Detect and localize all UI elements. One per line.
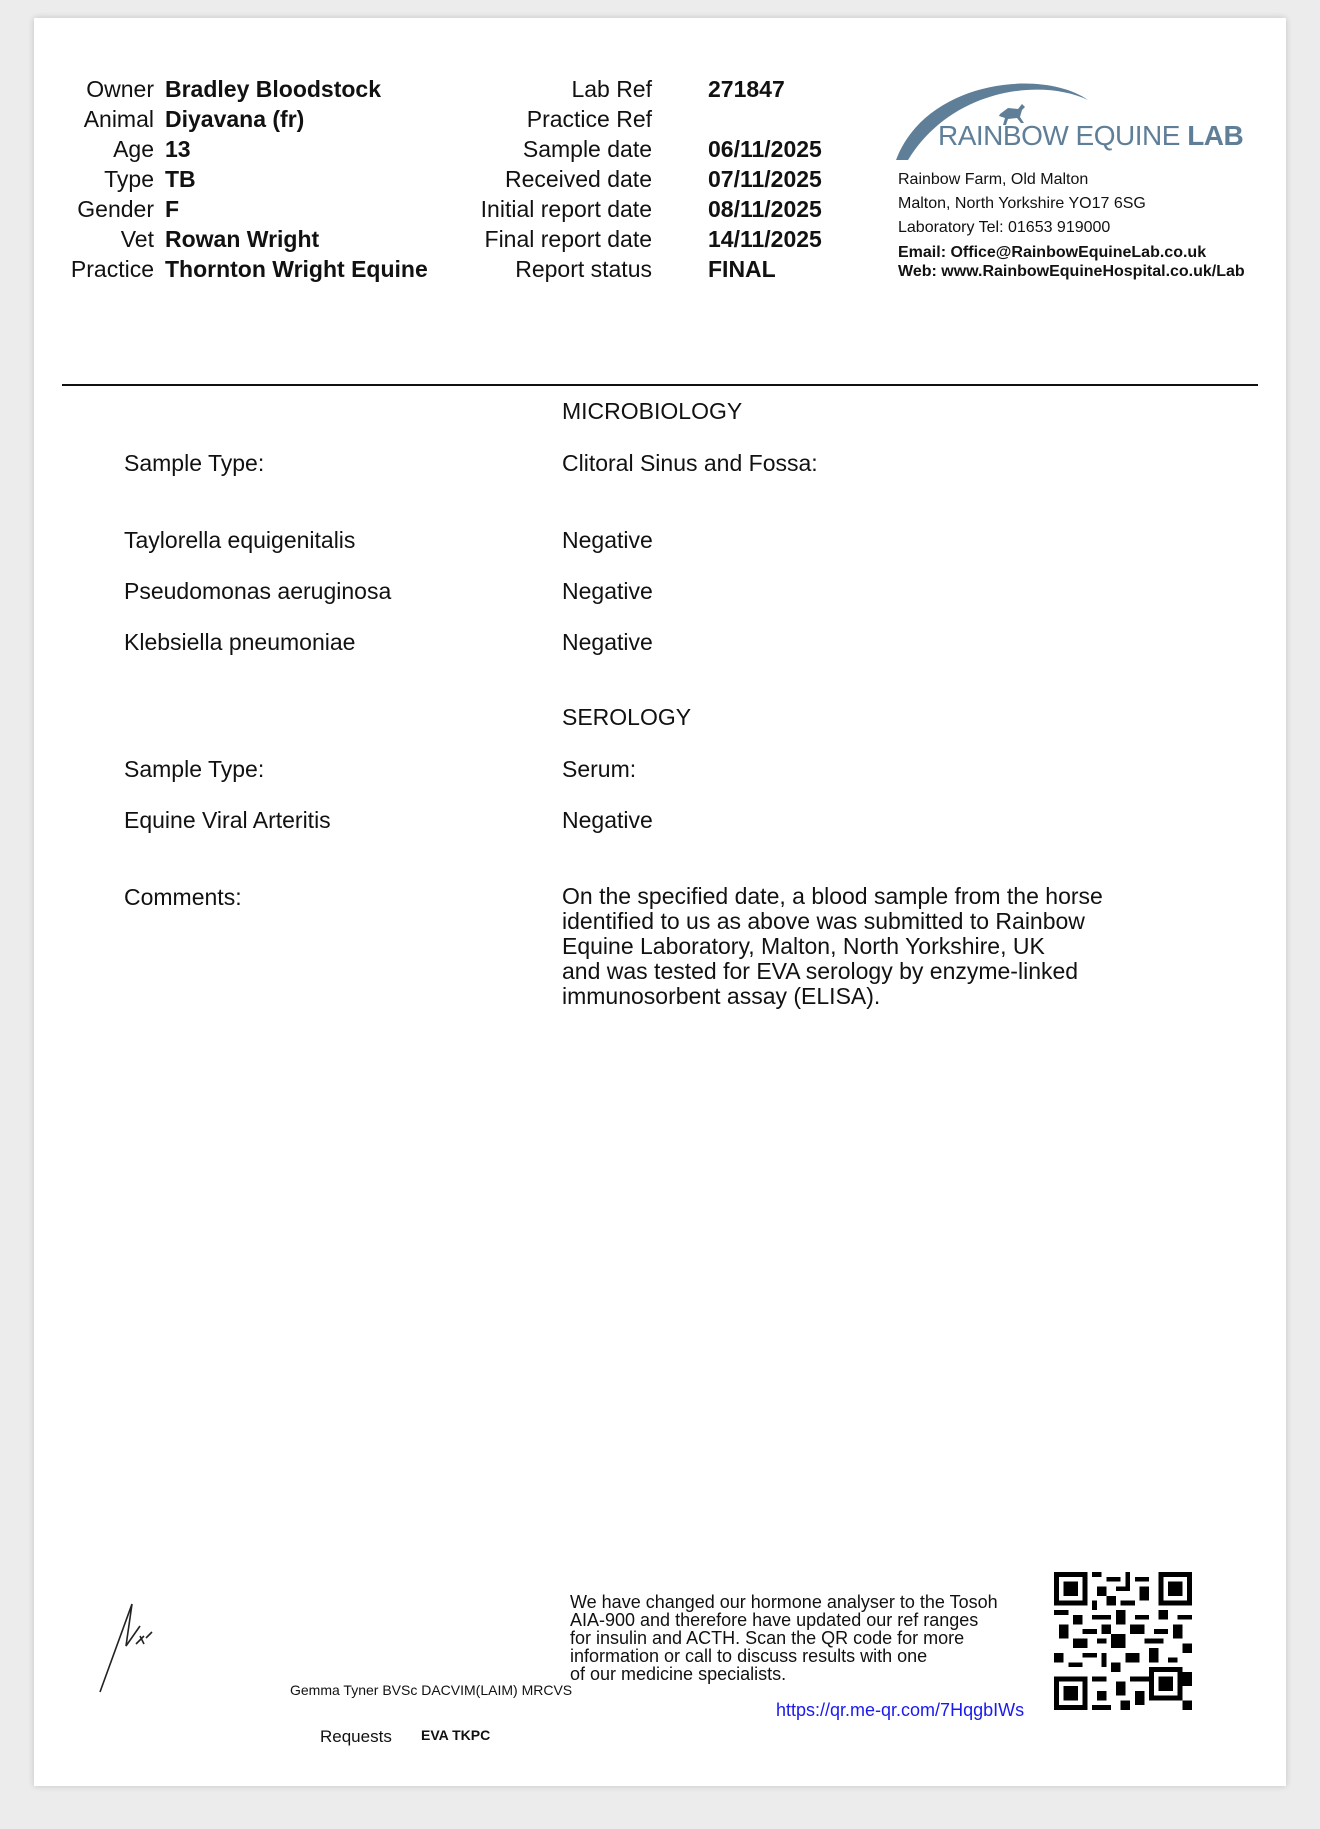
practice-ref-label: Practice Ref	[526, 106, 652, 132]
sero-sample-type-label: Sample Type:	[124, 756, 265, 782]
initial-report-date-label: Initial report date	[480, 196, 652, 222]
comments-text	[562, 884, 1122, 1009]
lab-ref-value: 271847	[708, 76, 785, 102]
comment-line: Equine Laboratory, Malton, North Yorkshire, UK	[562, 933, 1045, 959]
qr-link[interactable]: https://qr.me-qr.com/7HqgbIWs	[776, 1700, 1025, 1720]
test-name: Equine Viral Arteritis	[124, 807, 331, 833]
address-line2: Malton, North Yorkshire YO17 6SG	[898, 195, 1146, 212]
address-email[interactable]: Email: Office@RainbowEquineLab.co.uk	[898, 244, 1207, 261]
report-page	[34, 18, 1286, 1786]
lab-ref-label: Lab Ref	[571, 76, 652, 102]
notice-line: We have changed our hormone analyser to the Tosoh	[570, 1592, 998, 1612]
test-result: Negative	[562, 629, 653, 655]
gender-label: Gender	[77, 196, 154, 222]
report-status-label: Report status	[515, 256, 652, 282]
serology-title: SEROLOGY	[562, 704, 692, 730]
test-result: Negative	[562, 578, 653, 604]
type-value: TB	[165, 166, 196, 192]
gender-value: F	[165, 196, 180, 222]
notice-line: AIA-900 and therefore have updated our ref ranges	[570, 1610, 979, 1630]
analyser-notice	[570, 1593, 1040, 1683]
animal-label: Animal	[83, 106, 154, 132]
address-tel: Laboratory Tel: 01653 919000	[898, 219, 1111, 236]
final-report-date-label: Final report date	[484, 226, 652, 252]
practice-value: Thornton Wright Equine	[165, 256, 428, 282]
sero-sample-type-value: Serum:	[562, 756, 637, 782]
qr-code-icon[interactable]	[1054, 1572, 1192, 1710]
address-line1: Rainbow Farm, Old Malton	[898, 171, 1089, 188]
report-status-value: FINAL	[708, 256, 776, 282]
test-name: Pseudomonas aeruginosa	[124, 578, 392, 604]
test-name: Klebsiella pneumoniae	[124, 629, 356, 655]
micro-sample-type-label: Sample Type:	[124, 450, 265, 476]
test-result: Negative	[562, 807, 653, 833]
sample-date-label: Sample date	[522, 136, 652, 162]
test-name: Taylorella equigenitalis	[124, 527, 356, 553]
test-result: Negative	[562, 527, 653, 553]
owner-label: Owner	[86, 76, 154, 102]
logo-text-main: RAINBOW EQUINE	[938, 120, 1188, 151]
owner-value: Bradley Bloodstock	[165, 76, 381, 102]
age-value: 13	[165, 136, 191, 162]
comment-line: identified to us as above was submitted to Rainbow	[562, 908, 1085, 934]
signature-icon	[96, 1596, 166, 1696]
final-report-date-value: 14/11/2025	[708, 226, 822, 252]
animal-value: Diyavana (fr)	[165, 106, 305, 132]
comment-line: immunosorbent assay (ELISA).	[562, 983, 881, 1009]
address-web[interactable]: Web: www.RainbowEquineHospital.co.uk/Lab	[898, 263, 1245, 280]
notice-line: information or call to discuss results with one	[570, 1646, 928, 1666]
header-divider	[62, 384, 1258, 386]
comment-line: and was tested for EVA serology by enzyme-linked	[562, 958, 1079, 984]
requests-value: EVA TKPC	[421, 1727, 491, 1743]
age-label: Age	[113, 136, 154, 162]
microbiology-title: MICROBIOLOGY	[562, 398, 743, 424]
received-date-value: 07/11/2025	[708, 166, 822, 192]
vet-label: Vet	[120, 226, 154, 252]
logo-text	[938, 120, 1243, 152]
notice-line: for insulin and ACTH. Scan the QR code for more	[570, 1628, 965, 1648]
received-date-label: Received date	[504, 166, 652, 192]
micro-sample-type-value: Clitoral Sinus and Fossa:	[562, 450, 818, 476]
comments-label: Comments:	[124, 884, 242, 910]
signatory-name: Gemma Tyner BVSc DACVIM(LAIM) MRCVS	[290, 1682, 573, 1698]
initial-report-date-value: 08/11/2025	[708, 196, 822, 222]
practice-label: Practice	[70, 256, 154, 282]
sample-date-value: 06/11/2025	[708, 136, 822, 162]
comment-line: On the specified date, a blood sample from the horse	[562, 883, 1103, 909]
logo-text-bold: LAB	[1187, 120, 1244, 151]
notice-line: of our medicine specialists.	[570, 1664, 787, 1684]
vet-value: Rowan Wright	[165, 226, 320, 252]
type-label: Type	[104, 166, 154, 192]
requests-label: Requests	[320, 1727, 392, 1746]
